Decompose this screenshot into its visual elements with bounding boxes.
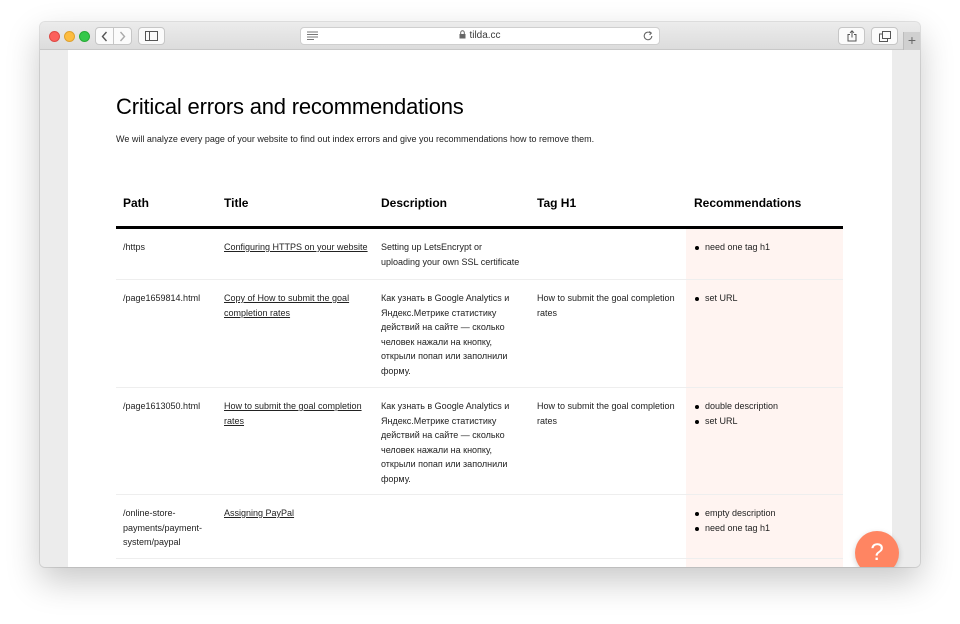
row-divider [116, 558, 843, 559]
row-path: /online-store-payments/payment-system/paypal [123, 508, 203, 547]
back-button[interactable] [96, 28, 113, 44]
browser-toolbar [40, 22, 920, 50]
row-title-link[interactable] [224, 240, 374, 255]
row-title-text: How to submit the goal completion rates [224, 401, 362, 426]
header-description: Description [381, 196, 448, 210]
address-bar[interactable] [300, 27, 660, 45]
row-recommendations [694, 240, 834, 255]
reload-icon[interactable] [642, 30, 654, 42]
row-path: /page1613050.html [123, 401, 201, 411]
lock-icon [459, 30, 466, 39]
fullscreen-window-button[interactable] [79, 31, 90, 42]
header-tag-h1: Tag H1 [537, 196, 577, 210]
row-title-link[interactable] [224, 506, 374, 521]
browser-window [40, 22, 920, 567]
minimize-window-button[interactable] [64, 31, 75, 42]
recommendation-item: set URL [694, 414, 834, 429]
row-description: Setting up LetsEncrypt or uploading your own SSL certificate [381, 242, 520, 267]
page-content [68, 50, 892, 567]
row-description: Как узнать в Google Analytics и Яндекс.Метрике статистику действий на сайте — сколько человек нажали на кнопку, открыли попап или заполнили форму. [381, 401, 510, 484]
page-title: Critical errors and recommendations [116, 94, 464, 119]
row-divider [116, 494, 843, 495]
row-path: /page1659814.html [123, 293, 201, 303]
help-button[interactable] [855, 531, 899, 567]
sidebar-toggle-button[interactable] [138, 27, 165, 45]
row-title-link[interactable] [224, 399, 374, 428]
row-tag-h1: How to submit the goal completion rates [537, 293, 675, 318]
row-title-link[interactable] [224, 291, 374, 320]
close-window-button[interactable] [49, 31, 60, 42]
navigation-buttons [95, 27, 132, 45]
sidebar-icon [145, 31, 158, 41]
recommendation-item: empty description [694, 506, 834, 521]
header-title: Title [224, 196, 249, 210]
domain-text: tilda.cc [469, 30, 501, 41]
address-domain [301, 30, 659, 41]
share-button[interactable] [838, 27, 865, 45]
header-divider [116, 226, 843, 229]
forward-button[interactable] [113, 28, 131, 44]
page-subtitle: We will analyze every page of your website to find out index errors and give you recommendations how to remove them. [116, 134, 595, 144]
tabs-icon [879, 31, 891, 42]
row-title-text: Copy of How to submit the goal completion rates [224, 293, 350, 318]
row-tag-h1: How to submit the goal completion rates [537, 401, 675, 426]
row-title-text: Configuring HTTPS on your website [224, 242, 368, 252]
header-path: Path [123, 196, 150, 210]
row-description: Как узнать в Google Analytics и Яндекс.Метрике статистику действий на сайте — сколько человек нажали на кнопку, открыли попап или заполнили форму. [381, 293, 510, 376]
row-recommendations [694, 291, 834, 306]
recommendation-item: set URL [694, 291, 834, 306]
recommendation-item: double description [694, 399, 834, 414]
forward-arrow-icon [119, 31, 126, 42]
question-mark-icon: ? [870, 539, 884, 566]
row-recommendations [694, 399, 834, 428]
new-tab-button[interactable] [903, 32, 920, 50]
back-arrow-icon [101, 31, 108, 42]
row-recommendations [694, 506, 834, 535]
recommendation-item: need one tag h1 [694, 240, 834, 255]
row-title-text: Assigning PayPal [224, 508, 295, 518]
share-icon [847, 30, 857, 42]
browser-viewport [40, 50, 920, 567]
recommendation-item: need one tag h1 [694, 521, 834, 536]
row-divider [116, 387, 843, 388]
show-tabs-button[interactable] [871, 27, 898, 45]
row-path: /https [123, 242, 146, 252]
header-recommendations: Recommendations [694, 196, 802, 210]
plus-icon: + [907, 32, 917, 48]
row-divider [116, 279, 843, 280]
